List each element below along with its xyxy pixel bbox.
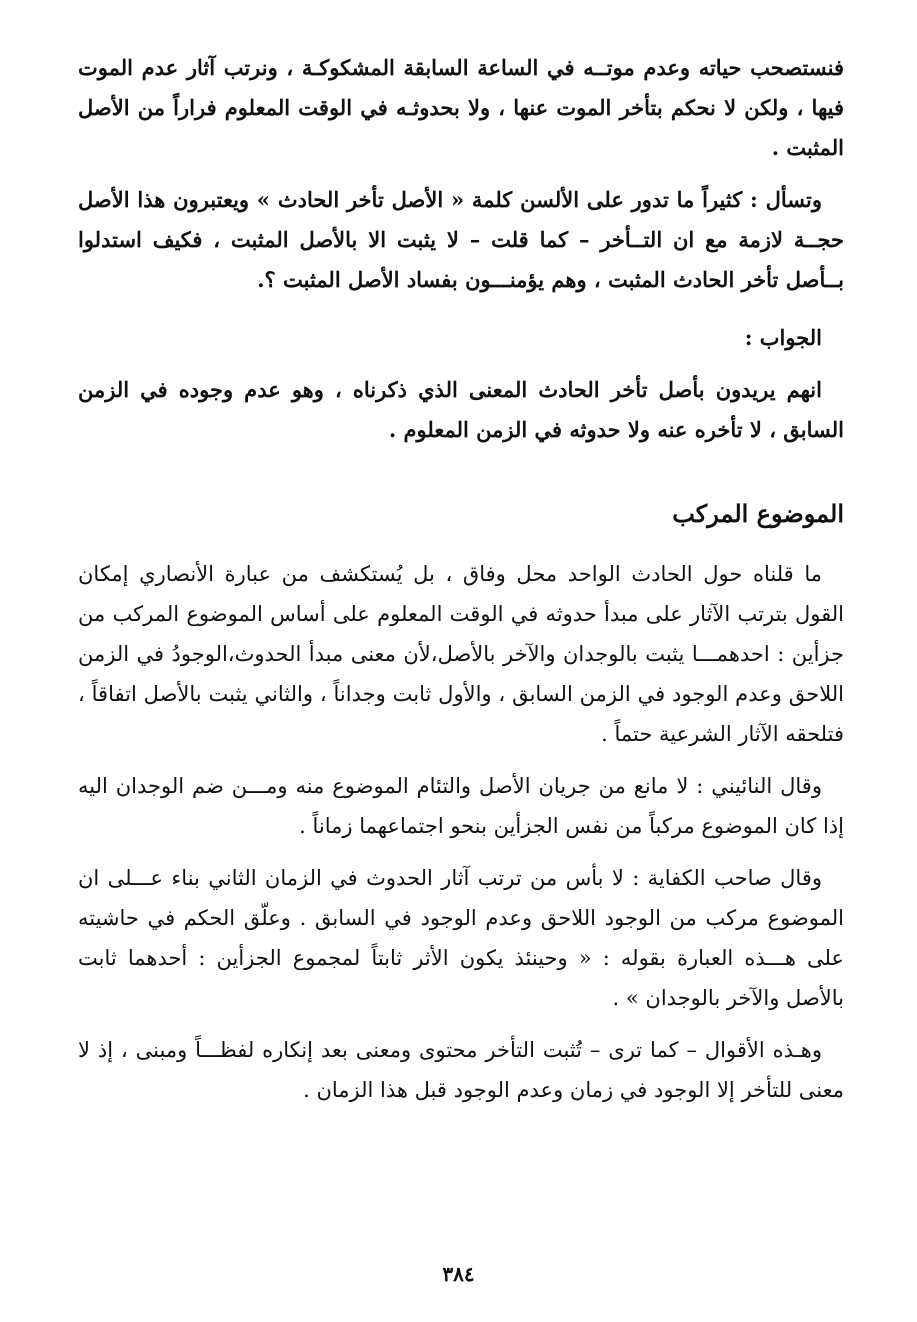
spacer	[78, 168, 844, 180]
paragraph-text: وقال صاحب الكفاية : لا بأس من ترتب آثار الحدوث في الزمان الثاني بناء عـــلى ان الموضوع مركب من الوجود اللاحق وعدم الوجود في السابق . وعلّق الحكم في حاشيته على هـــذه العبارة بقوله : « وحينئذ يكون الأثر ثابتاً لمجموع الجزأين : أحدهما ثابت بالأصل والآخر بالوجدان » .	[78, 866, 844, 1010]
page-number: ٣٨٤	[442, 1262, 475, 1286]
answer-label-text: الجواب :	[744, 325, 822, 350]
paragraph-text: وتسأل : كثيراً ما تدور على الألسن كلمة « الأصل تأخر الحادث » ويعتبرون هذا الأصل حجــة لازمة مع ان التــأخر – كما قلت – لا يثبت الا بالأصل المثبت ، فكيف استدلوا بــأصل تأخر الحادث المثبت ، وهم يؤمنـــون بفساد الأصل المثبت ؟.	[78, 187, 844, 292]
paragraph-text: فنستصحب حياته وعدم موتــه في الساعة السابقة المشكوكـة ، ونرتب آثار عدم الموت فيها ، ولكن لا نحكم بتأخر الموت عنها ، ولا بحدوثـه في الوقت المعلوم فراراً من الأصل المثبت .	[78, 55, 844, 160]
paragraph-answer	[78, 370, 844, 450]
paragraph-istishab	[78, 48, 844, 168]
spacer	[78, 1018, 844, 1030]
spacer	[78, 358, 844, 370]
paragraph-conclusion	[78, 1030, 844, 1110]
paragraph-kifaya	[78, 858, 844, 1018]
paragraph-compound-subject	[78, 554, 844, 754]
spacer	[78, 846, 844, 858]
spacer	[78, 300, 844, 318]
book-page	[78, 48, 844, 1308]
paragraph-question	[78, 180, 844, 300]
paragraph-text: ما قلناه حول الحادث الواحد محل وفاق ، بل يُستكشف من عبارة الأنصاري إمكان القول بترتب الآثار على مبدأ حدوثه في الوقت المعلوم على أساس الموضوع المركب من جزأين : احدهمـــا يثبت بالوجدان والآخر بالأصل،لأن معنى مبدأ الحدوث،الوجودُ في الزمن اللاحق وعدم الوجود في الزمن السابق ، والأول ثابت وجداناً ، والثاني يثبت بالأصل اتفاقاً ، فتلحقه الآثار الشرعية حتماً .	[78, 562, 844, 746]
paragraph-text: وقال النائيني : لا مانع من جريان الأصل والتئام الموضوع منه ومـــن ضم الوجدان اليه إذا كان الموضوع مركباً من نفس الجزأين بنحو اجتماعهما زماناً .	[78, 774, 844, 838]
spacer	[78, 450, 844, 492]
paragraph-naini	[78, 766, 844, 846]
paragraph-text: انهم يريدون بأصل تأخر الحادث المعنى الذي ذكرناه ، وهو عدم وجوده في الزمن السابق ، لا تأخره عنه ولا حدوثه في الزمن المعلوم .	[78, 377, 844, 442]
spacer	[78, 536, 844, 554]
answer-label	[78, 318, 844, 358]
paragraph-text: وهـذه الأقوال – كما ترى – تُثبت التأخر محتوى ومعنى بعد إنكاره لفظـــاً ومبنى ، إذ لا معنى للتأخر إلا الوجود في زمان وعدم الوجود قبل هذا الزمان .	[78, 1038, 844, 1102]
section-heading: الموضوع المركب	[672, 499, 844, 528]
spacer	[78, 754, 844, 766]
